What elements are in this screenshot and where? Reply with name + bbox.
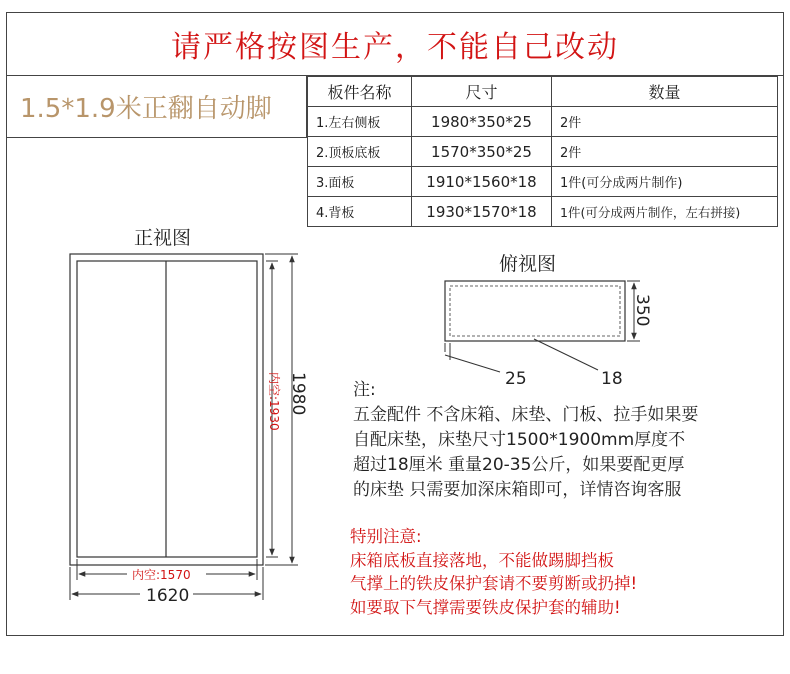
outer-height-label: 1980	[288, 372, 308, 416]
part-qty: 1件(可分成两片制作)	[552, 167, 778, 197]
top-view-title: 俯视图	[499, 253, 557, 275]
warning-line: 如要取下气撑需要铁皮保护套的辅助!	[350, 597, 621, 617]
warning-section	[350, 525, 637, 619]
notes-line: 自配床垫，床垫尺寸1500*1900mm厚度不	[353, 430, 686, 450]
column-header-name: 板件名称	[308, 77, 412, 107]
part-name: 1.左右侧板	[308, 107, 412, 137]
column-header-qty: 数量	[552, 77, 778, 107]
front-view-cabinet	[70, 254, 263, 565]
notes-section	[353, 378, 698, 503]
part-size: 1910*1560*18	[412, 167, 552, 197]
notes-heading: 注:	[353, 380, 376, 400]
part-size: 1930*1570*18	[412, 197, 552, 227]
notes-line: 的床垫 只需要加深床箱即可，详情咨询客服	[353, 480, 682, 500]
outer-width-label: 1620	[146, 586, 190, 606]
part-qty: 2件	[552, 137, 778, 167]
warning-heading: 特别注意:	[350, 527, 422, 546]
thickness-leaders	[445, 339, 598, 372]
inner-width-label: 内空:1570	[132, 568, 191, 582]
side-thickness-label: 25	[505, 369, 527, 389]
product-subtitle: 1.5*1.9米正翻自动脚	[6, 76, 307, 138]
notes-line: 超过18厘米 重量20-35公斤，如果要配更厚	[353, 455, 685, 475]
warning-line: 床箱底板直接落地，不能做踢脚挡板	[350, 550, 614, 570]
inner-height-label: 内空:1930	[267, 372, 281, 431]
front-view-title: 正视图	[134, 227, 192, 249]
part-size: 1980*350*25	[412, 107, 552, 137]
part-qty: 1件(可分成两片制作，左右拼接)	[552, 197, 778, 227]
notes-line: 五金配件 不含床箱、床垫、门板、拉手如果要	[353, 405, 699, 425]
depth-label: 350	[632, 294, 652, 327]
part-size: 1570*350*25	[412, 137, 552, 167]
part-name: 4.背板	[308, 197, 412, 227]
part-name: 2.顶板底板	[308, 137, 412, 167]
panel-thickness-label: 18	[601, 369, 623, 389]
top-view-box	[445, 281, 625, 341]
part-qty: 2件	[552, 107, 778, 137]
page-title: 请严格按图生产，不能自己改动	[6, 12, 784, 76]
part-name: 3.面板	[308, 167, 412, 197]
column-header-size: 尺寸	[412, 77, 552, 107]
warning-line: 气撑上的铁皮保护套请不要剪断或扔掉!	[350, 574, 638, 593]
